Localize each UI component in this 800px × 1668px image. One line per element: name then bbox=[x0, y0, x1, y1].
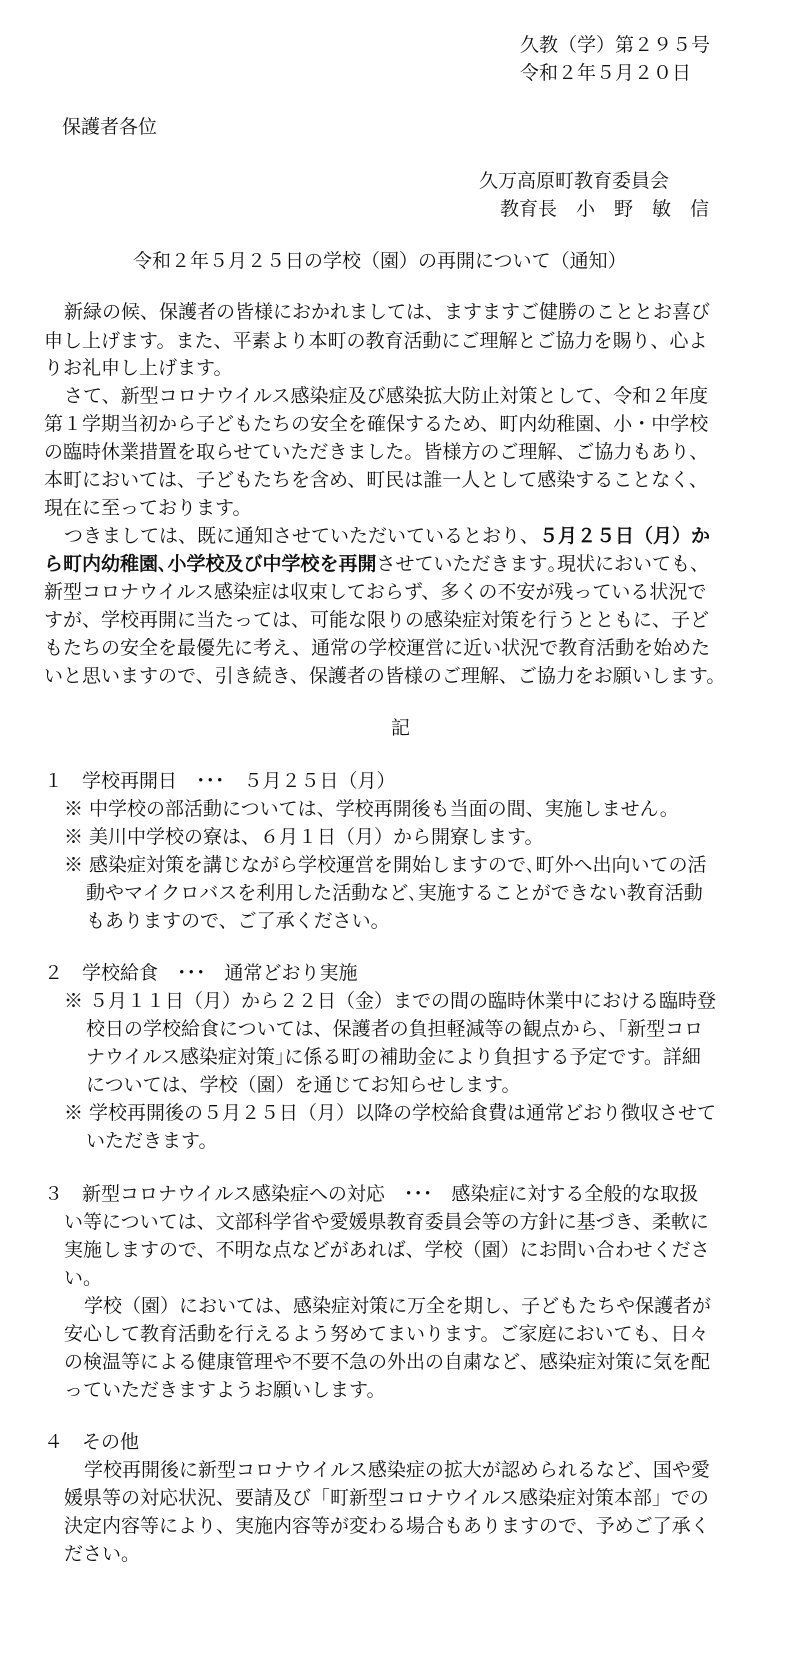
intro-p3-line: 新型コロナウイルス感染症は収束しておらず、多くの不安が残っている状況で bbox=[44, 581, 707, 603]
section-3-line: 実施しますので、不明な点などがあれば、学校（園）にお問い合わせくださ bbox=[64, 1239, 710, 1261]
section-2-note: については、学校（園）を通じてお知らせします。 bbox=[86, 1074, 521, 1096]
section-2-note: ※ 学校再開後の５月２５日（月）以降の学校給食費は通常どおり徴収させて bbox=[64, 1102, 717, 1124]
ki-marker: 記 bbox=[391, 717, 411, 739]
document-title: 令和２年５月２５日の学校（園）の再開について（通知） bbox=[133, 250, 627, 272]
intro-p3-text: つきましては、既に通知させていただいているとおり、 bbox=[64, 525, 540, 547]
section-1-note: ※ 感染症対策を講じながら学校運営を開始しますので､町外へ出向いての活 bbox=[64, 854, 707, 876]
intro-p1-line: 新緑の候、保護者の皆様におかれましては、ますますご健勝のこととお喜び bbox=[64, 301, 711, 323]
section-2-note: 校日の学校給食については、保護者の負担軽減等の観点から、｢新型コロ bbox=[86, 1018, 704, 1040]
intro-p2-line: の臨時休業措置を取らせていただきました。皆様方のご理解、ご協力もあり、 bbox=[44, 441, 709, 463]
reopen-date-emphasis: ５月２５日（月）か bbox=[539, 525, 711, 547]
section-4-line: ださい。 bbox=[64, 1543, 141, 1565]
section-2-note: ナウイルス感染症対策｣に係る町の補助金により負担する予定です。詳細 bbox=[86, 1046, 701, 1068]
sender-person: 教育長 小 野 敏 信 bbox=[500, 198, 710, 220]
section-1-note: ※ 美川中学校の寮は、６月１日（月）から開寮します。 bbox=[64, 826, 544, 848]
intro-p2-line: 現在に至っております。 bbox=[44, 497, 252, 519]
intro-p3-text: させていただきます｡現状においても、 bbox=[376, 553, 710, 575]
recipient: 保護者各位 bbox=[62, 116, 158, 138]
section-3-line: い。 bbox=[64, 1267, 103, 1289]
intro-p3-line bbox=[64, 527, 710, 546]
document-number: 久教（学）第２９５号 bbox=[520, 34, 711, 56]
intro-p2-line: さて、新型コロナウイルス感染症及び感染拡大防止対策として、令和２年度 bbox=[64, 385, 709, 407]
section-1-note: 動やマイクロバスを利用した活動など､実施することができない教育活動 bbox=[86, 882, 703, 904]
intro-p2-line: 本町においては、子どもたちを含め、町民は誰一人として感染することなく、 bbox=[44, 469, 708, 491]
intro-p3-line bbox=[44, 555, 709, 574]
section-1-heading: １ 学校再開日 ･･･ ５月２５日（月） bbox=[44, 770, 396, 792]
section-4-heading: ４ その他 bbox=[44, 1431, 140, 1453]
section-3-line: っていただきますようお願いします。 bbox=[64, 1379, 386, 1401]
section-1-note: もありますので、ご了承ください。 bbox=[86, 910, 390, 932]
section-4-line: 決定内容等により、実施内容等が変わる場合もありますので、予めご了承く bbox=[64, 1515, 710, 1537]
section-4-line: 学校再開後に新型コロナウイルス感染症の拡大が認められるなど、国や愛 bbox=[84, 1459, 710, 1481]
issue-date: 令和２年５月２０日 bbox=[520, 62, 692, 84]
section-2-heading: ２ 学校給食 ･･･ 通常どおり実施 bbox=[44, 962, 358, 984]
section-3-heading: ３ 新型コロナウイルス感染症への対応 ･･･ 感染症に対する全般的な取扱 bbox=[44, 1183, 699, 1205]
section-2-note: いただきます。 bbox=[86, 1130, 218, 1152]
intro-p3-line: もたちの安全を最優先に考え、通常の学校運営に近い状況で教育活動を始めた bbox=[44, 637, 711, 659]
intro-p3-line: すが、学校再開に当たっては、可能な限りの感染症対策を行うとともに、子ど bbox=[44, 609, 710, 631]
intro-p3-line: いと思いますので、引き続き、保護者の皆様のご理解、ご協力をお願いします。 bbox=[44, 665, 726, 687]
section-3-line: 安心して教育活動を行えるよう努めてまいります。ご家庭においても、日々 bbox=[64, 1323, 709, 1345]
intro-p1-line: りお礼申し上げます。 bbox=[44, 357, 233, 379]
section-3-line: い等については、文部科学省や愛媛県教育委員会等の方針に基づき、柔軟に bbox=[64, 1211, 709, 1233]
sender-organization: 久万高原町教育委員会 bbox=[479, 170, 670, 192]
section-1-note: ※ 中学校の部活動については、学校再開後も当面の間、実施しません。 bbox=[64, 798, 679, 820]
section-3-line: 学校（園）においては、感染症対策に万全を期し、子どもたちや保護者が bbox=[84, 1295, 712, 1317]
intro-p1-line: 申し上げます。また、平素より本町の教育活動にご理解とご協力を賜り、心よ bbox=[44, 330, 708, 352]
section-3-line: の検温等による健康管理や不要不急の外出の自粛など、感染症対策に気を配 bbox=[64, 1351, 711, 1373]
reopen-schools-emphasis: ら町内幼稚園､小学校及び中学校を再開 bbox=[44, 553, 377, 575]
section-4-line: 媛県等の対応状況、要請及び「町新型コロナウイルス感染症対策本部」での bbox=[64, 1487, 709, 1509]
intro-p2-line: 第１学期当初から子どもたちの安全を確保するため、町内幼稚園、小・中学校 bbox=[44, 413, 709, 435]
section-2-note: ※ ５月１１日（月）から２２日（金）までの間の臨時休業中における臨時登 bbox=[64, 990, 717, 1012]
